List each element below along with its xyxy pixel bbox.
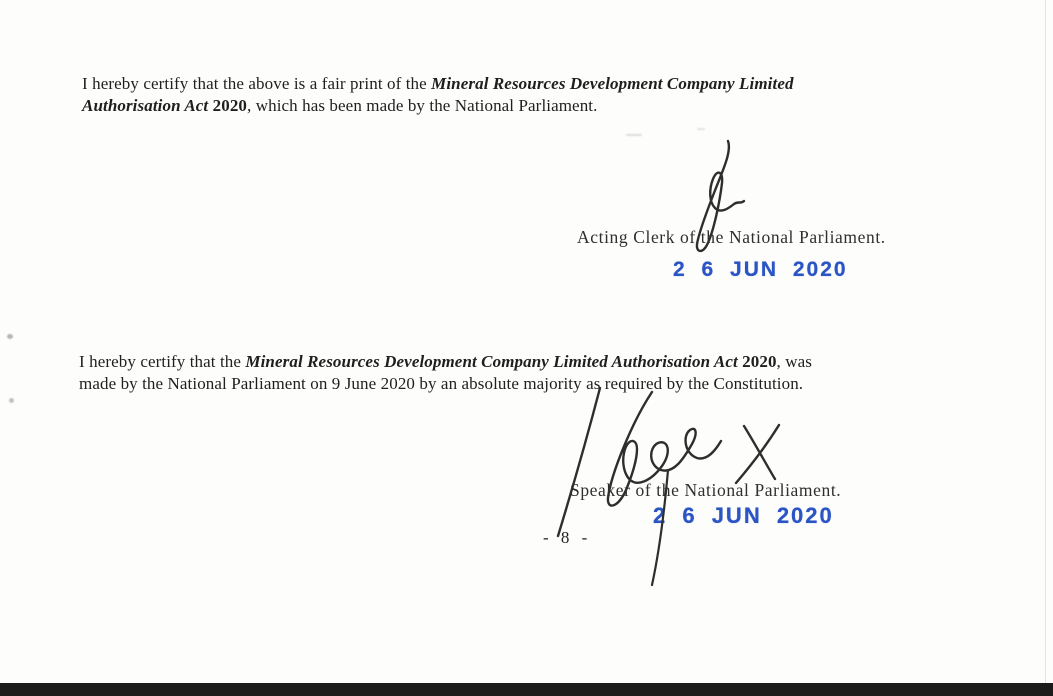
act-year: 2020 (208, 96, 248, 115)
certification-1-prefix: I hereby certify that the above is a fair print of the (82, 74, 432, 93)
act-year: 2020 (737, 352, 777, 371)
act-title-emphasis: Mineral Resources Development Company Limited Authorisation Act (245, 352, 738, 371)
certification-2-suffix-continued: made by the National Parliament on 9 June 2020 by an absolute majority as required by the Constitution. (79, 374, 804, 393)
certification-paragraph-speaker (79, 351, 979, 395)
act-title-emphasis-continued: Authorisation Act (82, 96, 209, 115)
clerk-title-line: Acting Clerk of the National Parliament. (577, 227, 886, 247)
certification-1-suffix: , which has been made by the National Parliament. (247, 96, 598, 115)
speaker-title-line: Speaker of the National Parliament. (570, 480, 842, 500)
scan-speck (7, 334, 13, 339)
scan-speck (9, 398, 14, 403)
scan-bottom-bar (0, 683, 1053, 696)
certification-2-suffix: , was (776, 352, 812, 371)
act-title-emphasis: Mineral Resources Development Company Limited (431, 74, 794, 93)
scan-speck (697, 128, 705, 130)
speaker-date-stamp: 2 6 JUN 2020 (653, 503, 834, 528)
page-number: - 8 - (543, 528, 592, 547)
certification-2-prefix: I hereby certify that the (79, 352, 246, 371)
scan-speck (626, 134, 642, 136)
scan-edge-line (1045, 0, 1046, 683)
speaker-signature (548, 382, 798, 590)
clerk-date-stamp: 2 6 JUN 2020 (673, 258, 848, 281)
certification-paragraph-clerk (82, 73, 982, 117)
